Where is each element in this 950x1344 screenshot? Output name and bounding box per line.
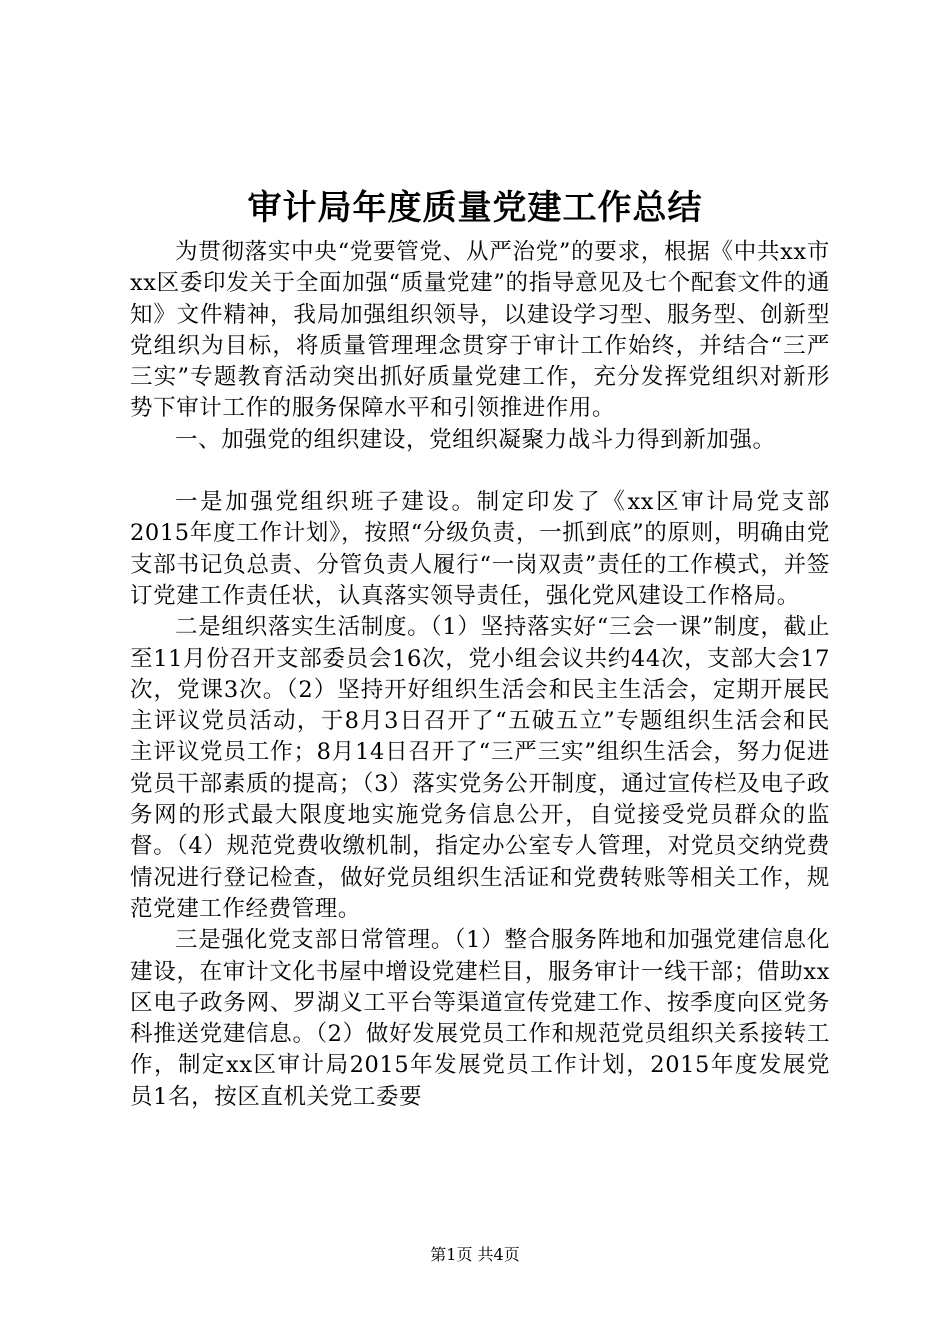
body-paragraph: 二是组织落实生活制度。（1）坚持落实好“三会一课”制度，截止至11月份召开支部委员会16次，党小组会议共约44次，支部大会17次，党课3次。（2）坚持开好组织生活会和民主生活会，定期开展民主评议党员活动，于8月3日召开了“五破五立”专题组织生活会和民主评议党员工作；8月14日召开了“三严三实”组织生活会，努力促进党员干部素质的提高；（3）落实党务公开制度，通过宣传栏及电子政务网的形式最大限度地实施党务信息公开，自觉接受党员群众的监督。（4）规范党费收缴机制，指定办公室专人管理，对党员交纳党费情况进行登记检查，做好党员组织生活证和党费转账等相关工作，规范党建工作经费管理。 [130, 614, 830, 922]
document-body [130, 237, 830, 1113]
body-paragraph: 一是加强党组织班子建设。制定印发了《xx区审计局党支部2015年度工作计划》，按照“分级负责，一抓到底”的原则，明确由党支部书记负总责、分管负责人履行“一岗双责”责任的工作模式，并签订党建工作责任状，认真落实领导责任，强化党风建设工作格局。 [130, 489, 830, 609]
section-heading: 一、加强党的组织建设，党组织凝聚力战斗力得到新加强。 [175, 426, 776, 453]
body-paragraph: 三是强化党支部日常管理。（1）整合服务阵地和加强党建信息化建设，在审计文化书屋中增设党建栏目，服务审计一线干部；借助xx区电子政务网、罗湖义工平台等渠道宣传党建工作、按季度向区党务科推送党建信息。（2）做好发展党员工作和规范党员组织关系接转工作，制定xx区审计局2015年发展党员工作计划，2015年度发展党员1名，按区直机关党工委要 [130, 927, 830, 1110]
intro-paragraph: 为贯彻落实中央“党要管党、从严治党”的要求，根据《中共xx市xx区委印发关于全面加强“质量党建”的指导意见及七个配套文件的通知》文件精神，我局加强组织领导，以建设学习型、服务型、创新型党组织为目标，将质量管理理念贯穿于审计工作始终，并结合“三严三实”专题教育活动突出抓好质量党建工作，充分发挥党组织对新形势下审计工作的服务保障水平和引领推进作用。 [130, 239, 830, 422]
document-title: 审计局年度质量党建工作总结 [247, 188, 703, 228]
paragraph-spacer [130, 456, 830, 487]
page-number-footer: 第1页 共4页 [430, 1245, 520, 1264]
